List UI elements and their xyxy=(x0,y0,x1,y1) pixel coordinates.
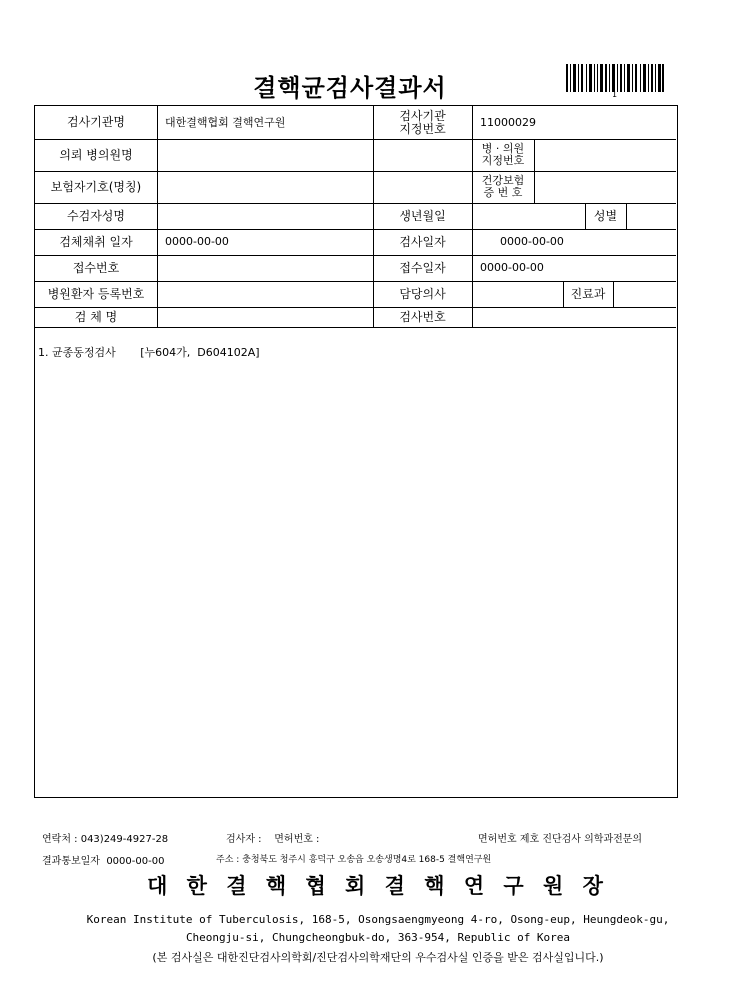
value-insurance-number xyxy=(534,171,676,203)
label-sex: 성별 xyxy=(593,208,618,223)
value-specimen-name xyxy=(157,307,373,327)
label-insurer: 보험자기호(명칭) xyxy=(50,179,142,194)
result-form xyxy=(34,105,678,798)
label-birth-date: 생년월일 xyxy=(399,208,446,223)
address-english-line2: Cheongju-si, Chungcheongbuk-do, 363-954, Republic of Korea xyxy=(185,931,571,944)
label-hospital-code: 병 · 의원 지정번호 xyxy=(481,142,525,167)
contact-number: 연락처 : 043)249-4927-28 xyxy=(42,834,169,845)
value-insurer xyxy=(157,171,472,203)
document-title: 결핵균검사결과서 xyxy=(253,73,447,102)
value-patient-registration xyxy=(157,281,373,307)
label-collection-date: 검체채취 일자 xyxy=(59,234,133,249)
value-sex xyxy=(626,203,676,229)
value-hospital-code xyxy=(534,139,676,171)
value-test-date: 0000-00-00 xyxy=(500,235,564,249)
value-receipt-date: 0000-00-00 xyxy=(480,261,544,275)
value-birth-date xyxy=(472,203,585,229)
value-requesting-hospital xyxy=(157,139,472,171)
value-institution-code: 11000029 xyxy=(480,115,536,129)
label-attending-doctor: 담당의사 xyxy=(399,286,446,301)
label-department: 진료과 xyxy=(570,286,606,301)
report-date: 결과통보일자 0000-00-00 xyxy=(42,856,165,867)
organization-name: 대 한 결 핵 협 회 결 핵 연 구 원 장 xyxy=(147,873,609,898)
label-insurance-number: 건강보험 증 번 호 xyxy=(481,174,525,199)
value-receipt-number xyxy=(157,255,373,281)
license-note: 면허번호 제호 진단검사 의학과전문의 xyxy=(478,834,643,845)
value-collection-date: 0000-00-00 xyxy=(165,235,229,249)
label-patient-name: 수검자성명 xyxy=(67,208,125,223)
label-specimen-name: 검 체 명 xyxy=(74,309,118,324)
address-english-line1: Korean Institute of Tuberculosis, 168-5, Osongsaengmyeong 4-ro, Osong-eup, Heungdeok-gu, xyxy=(86,913,670,926)
value-department xyxy=(613,281,676,307)
barcode-number: 1 xyxy=(612,90,618,99)
result-line: 1. 균종동정검사 [누604가, D604102A] xyxy=(38,346,260,359)
value-attending-doctor xyxy=(472,281,563,307)
label-patient-registration: 병원환자 등록번호 xyxy=(47,286,145,301)
certification-note: (본 검사실은 대한진단검사의학회/진단검사의학재단의 우수검사실 인증을 받은 검사실입니다.) xyxy=(152,951,604,964)
label-receipt-number: 접수번호 xyxy=(72,260,120,275)
address-korean: 주소 : 충청북도 청주시 흥덕구 오송읍 오송생명4로 168-5 결핵연구원 xyxy=(216,855,492,865)
value-test-number xyxy=(472,307,676,327)
barcode xyxy=(566,64,664,92)
label-test-number: 검사번호 xyxy=(399,309,446,324)
examiner-info: 검사자 : 면허번호 : xyxy=(226,834,320,845)
value-testing-institution: 대한결핵협회 결핵연구원 xyxy=(165,115,286,129)
label-receipt-date: 접수일자 xyxy=(399,260,446,275)
label-institution-code: 검사기관 지정번호 xyxy=(399,108,446,136)
label-testing-institution: 검사기관명 xyxy=(67,115,125,130)
label-requesting-hospital: 의뢰 병의원명 xyxy=(59,147,133,162)
value-patient-name xyxy=(157,203,373,229)
label-test-date: 검사일자 xyxy=(399,234,446,249)
